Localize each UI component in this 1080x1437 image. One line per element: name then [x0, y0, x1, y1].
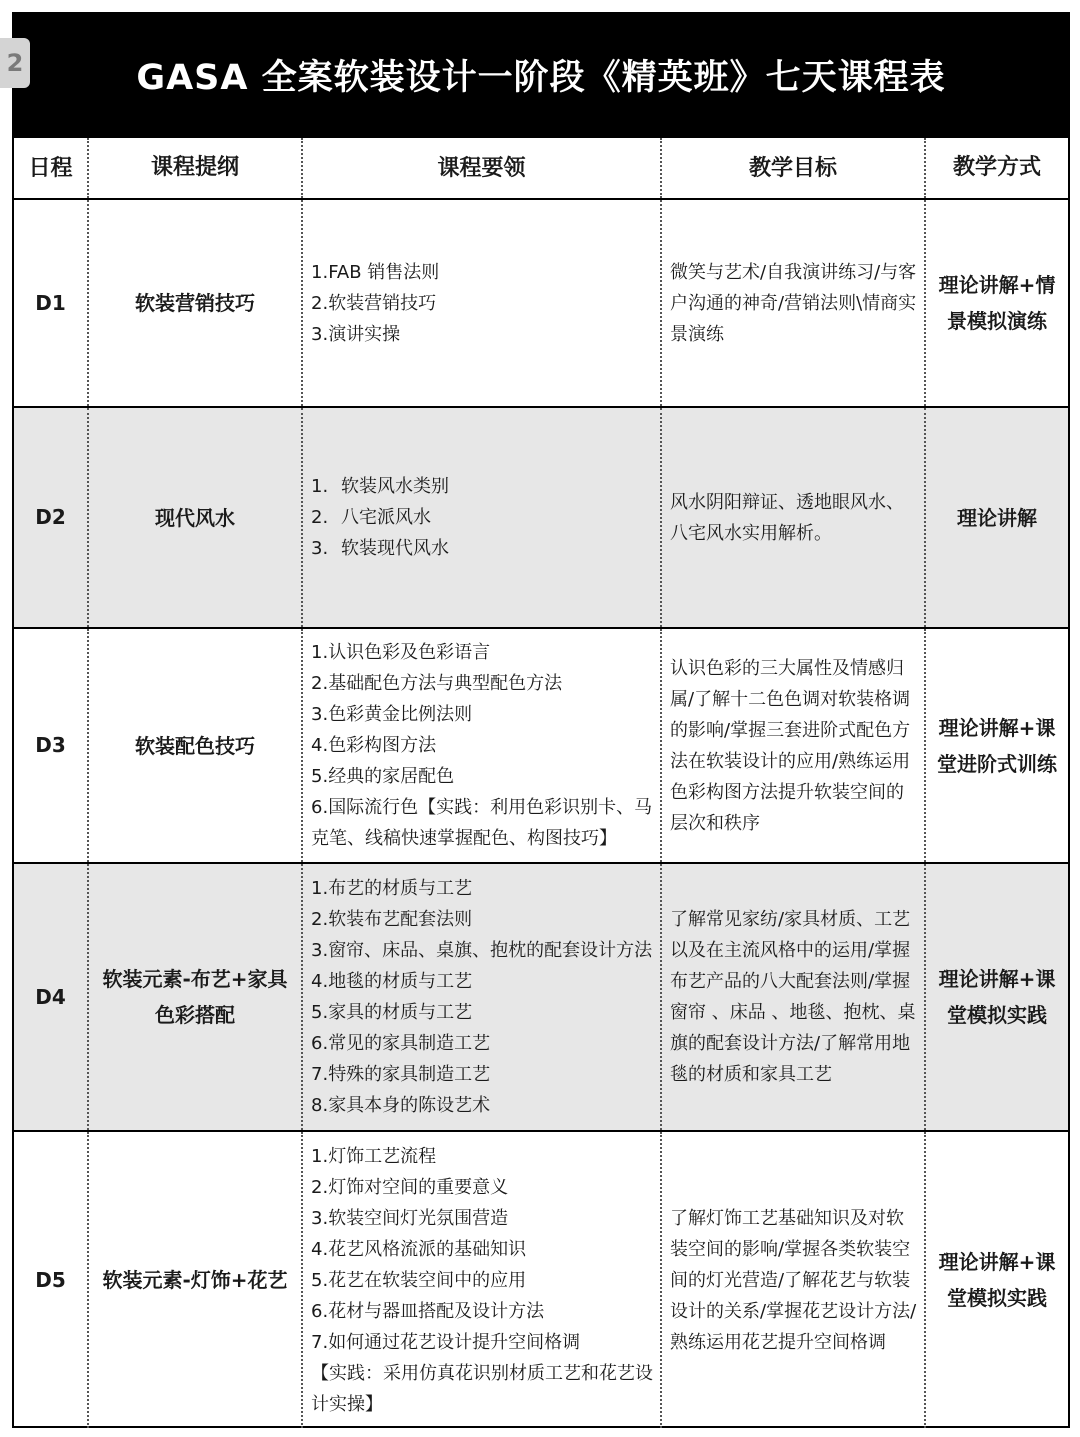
list-item: 1.FAB 销售法则 — [311, 261, 440, 283]
goal-text: 风水阴阳辩证、透地眼风水、八宅风水实用解析。 — [670, 491, 904, 544]
day-cell: D4 — [14, 864, 89, 1130]
page-number-badge: 2 — [0, 38, 30, 88]
list-item: 8.家具本身的陈设艺术 — [311, 1095, 491, 1116]
list-item: 5.花艺在软装空间中的应用 — [311, 1269, 527, 1291]
list-item: 2.软装营销技巧 — [311, 292, 437, 314]
list-item: 1.灯饰工艺流程 — [311, 1145, 437, 1167]
list-item: 6.常见的家具制造工艺 — [311, 1033, 491, 1054]
list-item: 1.布艺的材质与工艺 — [311, 878, 473, 899]
list-item: 3.窗帘、床品、桌旗、抱枕的配套设计方法 — [311, 940, 653, 961]
outline-cell: 软装元素-灯饰+花艺 — [89, 1132, 303, 1428]
method-cell: 理论讲解+课堂模拟实践 — [938, 1250, 1056, 1310]
list-item: 3.软装空间灯光氛围营造 — [311, 1207, 509, 1229]
table-row — [14, 200, 1068, 408]
list-item: 1. 软装风水类别 — [311, 476, 449, 497]
goal-text: 微笑与艺术/自我演讲练习/与客户沟通的神奇/营销法则\情商实景演练 — [670, 261, 917, 345]
points-cell — [303, 629, 662, 862]
points-list — [311, 1141, 653, 1420]
goal-cell — [662, 408, 926, 627]
outline-cell: 现代风水 — [89, 408, 303, 627]
method-cell: 理论讲解+课堂模拟实践 — [938, 967, 1056, 1027]
header-outline: 课程提纲 — [89, 138, 303, 198]
day-cell: D3 — [14, 629, 89, 862]
list-item: 3.色彩黄金比例法则 — [311, 704, 473, 725]
outline-cell: 软装配色技巧 — [89, 629, 303, 862]
table-row — [14, 1132, 1068, 1428]
day-cell: D5 — [14, 1132, 89, 1428]
list-item: 3. 软装现代风水 — [311, 538, 449, 559]
method-cell: 理论讲解+课堂进阶式训练 — [937, 715, 1057, 776]
points-list — [311, 873, 652, 1121]
list-item: 6.国际流行色【实践：利用色彩识别卡、马克笔、线稿快速掌握配色、构图技巧】 — [311, 797, 653, 849]
header-method: 教学方式 — [952, 155, 1041, 180]
page-title: GASA 全案软装设计一阶段《精英班》七天课程表 — [12, 12, 1070, 138]
course-schedule-table — [12, 138, 1070, 1428]
outline-cell: 软装元素-布艺+家具色彩搭配 — [89, 864, 303, 1130]
header-points: 课程要领 — [303, 138, 662, 198]
list-item: 7.特殊的家具制造工艺 — [311, 1064, 491, 1085]
list-item: 2.基础配色方法与典型配色方法 — [311, 673, 563, 694]
list-item: 4.花艺风格流派的基础知识 — [311, 1238, 527, 1260]
points-cell — [303, 864, 662, 1130]
goal-cell — [662, 1132, 926, 1428]
goal-cell — [662, 200, 926, 406]
list-item: 5.家具的材质与工艺 — [311, 1002, 473, 1023]
list-item: 1.认识色彩及色彩语言 — [311, 642, 491, 663]
day-cell: D2 — [14, 408, 89, 627]
points-cell — [303, 1132, 662, 1428]
list-item: 4.色彩构图方法 — [311, 735, 437, 756]
method-cell: 理论讲解+情景模拟演练 — [938, 273, 1056, 333]
method-cell: 理论讲解 — [957, 505, 1037, 530]
table-row — [14, 864, 1068, 1132]
header-goal: 教学目标 — [662, 138, 926, 198]
table-row — [14, 629, 1068, 864]
list-item: 2. 八宅派风水 — [311, 507, 431, 528]
list-item: 【实践：采用仿真花识别材质工艺和花艺设计实操】 — [311, 1362, 653, 1415]
list-item: 7.如何通过花艺设计提升空间格调 — [311, 1331, 581, 1353]
goal-text: 认识色彩的三大属性及情感归属/了解十二色色调对软装格调的影响/掌握三套进阶式配色方法在软装设计的应用/熟练运用色彩构图方法提升软装空间的层次和秩序 — [670, 657, 911, 834]
list-item: 4.地毯的材质与工艺 — [311, 971, 473, 992]
goal-text: 了解灯饰工艺基础知识及对软装空间的影响/掌握各类软装空间的灯光营造/了解花艺与软装设计的关系/掌握花艺设计方法/熟练运用花艺提升空间格调 — [670, 1207, 917, 1353]
list-item: 3.演讲实操 — [311, 323, 401, 345]
points-list — [311, 471, 449, 564]
list-item: 5.经典的家居配色 — [311, 766, 455, 787]
outline-cell: 软装营销技巧 — [89, 200, 303, 406]
table-row — [14, 408, 1068, 629]
points-list — [311, 257, 439, 350]
day-cell: D1 — [14, 200, 89, 406]
list-item: 6.花材与器皿搭配及设计方法 — [311, 1300, 545, 1322]
goal-cell — [662, 864, 926, 1130]
points-cell — [303, 200, 662, 406]
table-header-row — [14, 138, 1068, 200]
list-item: 2.灯饰对空间的重要意义 — [311, 1176, 509, 1198]
goal-cell — [662, 629, 926, 862]
goal-text: 了解常见家纺/家具材质、工艺以及在主流风格中的运用/掌握布艺产品的八大配套法则/掌握窗帘 、床品 、地毯、抱枕、桌旗的配套设计方法/了解常用地毯的材质和家具工艺 — [670, 909, 916, 1085]
points-list — [311, 637, 653, 854]
points-cell — [303, 408, 662, 627]
header-day: 日程 — [14, 138, 89, 198]
list-item: 2.软装布艺配套法则 — [311, 909, 473, 930]
